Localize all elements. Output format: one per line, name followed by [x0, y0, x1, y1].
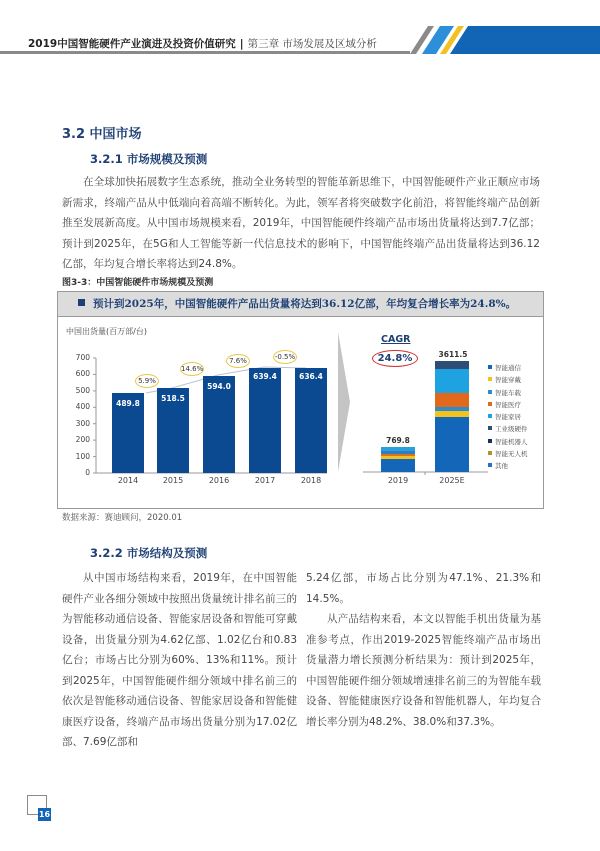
y-tick: 600 — [75, 369, 90, 378]
legend-swatch — [488, 463, 492, 467]
y-tick: 300 — [75, 419, 90, 428]
growth-rate-badge: 5.9% — [135, 374, 159, 388]
y-tick: 200 — [75, 435, 90, 444]
legend-swatch — [488, 390, 492, 394]
stacked-bar-2019 — [381, 447, 415, 472]
legend-item: 工业级硬件 — [488, 423, 528, 435]
growth-rate-badge: 7.6% — [226, 354, 250, 368]
x-tick: 2019 — [387, 476, 409, 485]
bar-2015 — [157, 388, 189, 473]
left-column-paragraph: 从中国市场结构来看，2019年，在中国智能硬件产业各细分领域中按照出货量统计排名前三的为智能移动通信设备、智能家居设备和智能可穿戴设备，出货量分别为4.62亿部、1.02亿台和0.83亿台；市场占比分别为60%、13%和11%。预计到2025年，中国智能硬件细分领域中排名前三的依次是智能移动通信设备、智能家居设备和智能健康医疗设备，终端产品市场出货量分别为17.02亿部、7.69亿部和 — [62, 572, 297, 748]
chart-banner — [58, 292, 543, 317]
bar-value: 639.4 — [253, 372, 277, 381]
bar-2018 — [295, 368, 327, 473]
legend-swatch — [488, 365, 492, 369]
legend-swatch — [488, 402, 492, 406]
page-number: 16 — [38, 810, 51, 819]
cagr-value: 24.8% — [372, 350, 418, 367]
square-bullet-icon — [78, 299, 85, 306]
legend-swatch — [488, 426, 492, 430]
legend-item: 智能机器人 — [488, 436, 528, 448]
figure-caption: 图3-3：中国智能硬件市场规模及预测 — [62, 278, 214, 288]
legend-item: 智能家居 — [488, 411, 528, 423]
section-heading: 3.2 中国市场 — [62, 127, 142, 142]
document-header — [28, 36, 377, 51]
legend-item: 智能穿戴 — [488, 374, 528, 386]
header-separator: | — [239, 38, 244, 50]
legend-item: 智能医疗 — [488, 399, 528, 411]
bar-value: 489.8 — [116, 399, 140, 408]
x-tick: 2025E — [439, 476, 465, 485]
data-source-note: 数据来源：赛迪顾问，2020.01 — [62, 513, 183, 523]
legend-item: 其他 — [488, 460, 528, 472]
legend-item: 智能车载 — [488, 387, 528, 399]
bar-value: 594.0 — [207, 382, 231, 391]
legend-swatch — [488, 414, 492, 418]
bar-2014 — [112, 393, 144, 473]
x-tick: 2018 — [300, 476, 322, 485]
y-tick: 0 — [85, 468, 90, 477]
x-tick: 2017 — [254, 476, 276, 485]
header-rule — [0, 51, 410, 54]
report-title: 2019中国智能硬件产业演进及投资价值研究 — [28, 38, 236, 50]
right-column-paragraph-continued: 5.24亿部，市场占比分别为47.1%、21.3%和14.5%。 — [306, 572, 541, 605]
right-column-paragraph: 从产品结构来看，本文以智能手机出货量为基准参考点，作出2019-2025智能终端产品市场出货量潜力增长预测分析结果为：预计到2025年，中国智能硬件细分领域增速排名前三的为智能车载设备、智能健康医疗设备和智能机器人，年均复合增长率分别为48.2%、38.0%和37.3%。 — [306, 613, 541, 728]
legend-swatch — [488, 451, 492, 455]
x-tick: 2015 — [162, 476, 184, 485]
stacked-total: 769.8 — [386, 436, 410, 445]
cagr-label: CAGR — [381, 334, 411, 345]
y-tick: 500 — [75, 386, 90, 395]
header-stripes-decoration — [400, 26, 600, 54]
chart-legend — [488, 362, 528, 473]
legend-swatch — [488, 439, 492, 443]
bar-2016 — [203, 376, 235, 473]
x-tick: 2016 — [208, 476, 230, 485]
growth-rate-badge: 14.6% — [180, 362, 204, 376]
stacked-bar-2025E — [435, 361, 469, 472]
chapter-title: 第三章 市场发展及区域分析 — [247, 38, 377, 50]
bar-value: 636.4 — [299, 372, 323, 381]
y-axis-label: 中国出货量(百万部/台) — [66, 327, 147, 336]
y-tick: 700 — [75, 353, 90, 362]
y-tick: 100 — [75, 452, 90, 461]
legend-item: 智能通信 — [488, 362, 528, 374]
legend-item: 智能无人机 — [488, 448, 528, 460]
legend-swatch — [488, 377, 492, 381]
figure-chart — [57, 291, 544, 509]
bar-value: 518.5 — [161, 394, 185, 403]
y-tick: 400 — [75, 402, 90, 411]
growth-rate-badge: -0.5% — [273, 350, 297, 364]
intro-paragraph: 在全球加快拓展数字生态系统，推动全业务转型的智能革新思维下，中国智能硬件产业正顺应市场新需求，终端产品从中低端向着高端不断转化。为此，领军者将突破数字化前沿，将智能终端产品创新推至发展新高度。从中国市场规模来看，2019年，中国智能硬件终端产品市场出货量将达到7.7亿部；预计到2025年，在5G和人工智能等新一代信息技术的影响下，中国智能终端产品出货量将达到36.12亿部，年均复合增长率将达到24.8%。 — [62, 176, 540, 270]
subsection-heading-market-structure: 3.2.2 市场结构及预测 — [90, 546, 208, 560]
chevron-arrow-divider-icon — [336, 332, 356, 472]
banner-text: 预计到2025年，中国智能硬件产品出货量将达到36.12亿部，年均复合增长率为24.8%。 — [93, 298, 517, 310]
stacked-total: 3611.5 — [438, 350, 468, 359]
x-tick: 2014 — [117, 476, 139, 485]
subsection-heading-market-size: 3.2.1 市场规模及预测 — [90, 152, 208, 166]
bar-2017 — [249, 368, 281, 473]
